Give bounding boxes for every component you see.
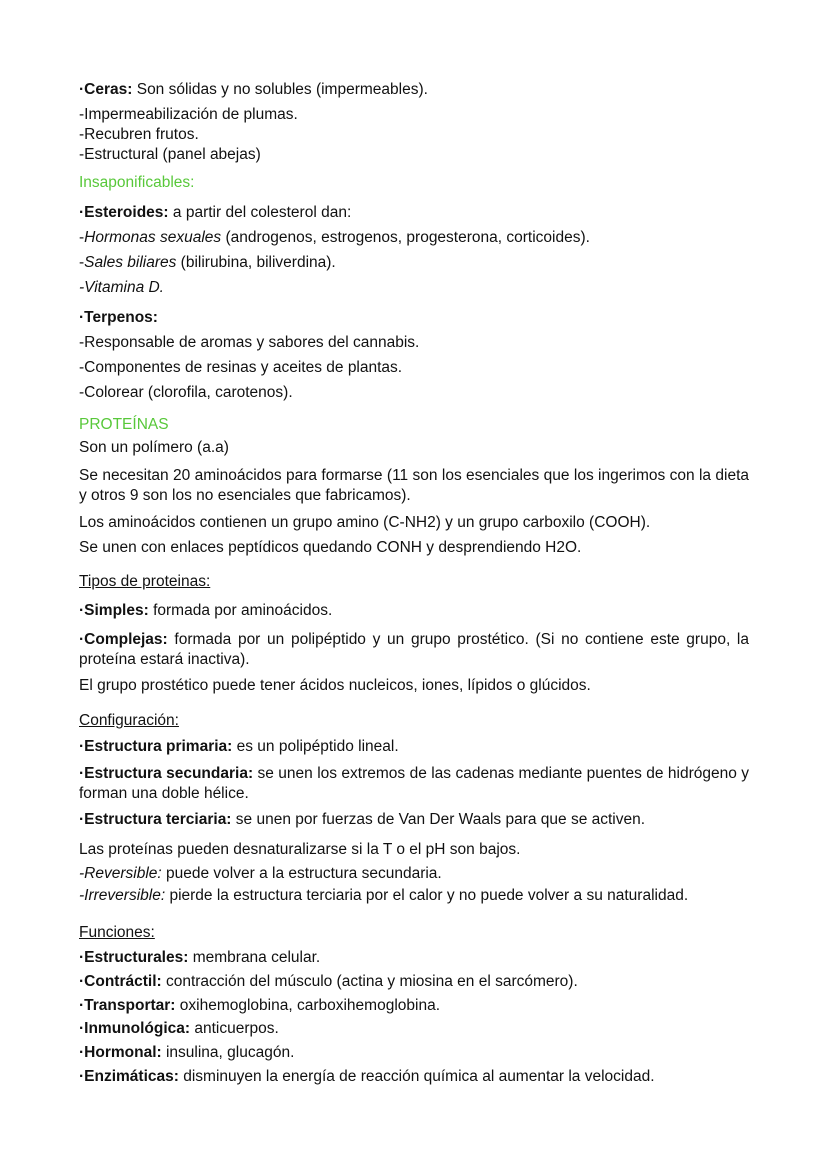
terciaria-title: ·Estructura terciaria:	[79, 811, 232, 828]
funciones-heading-text: Funciones:	[79, 924, 155, 941]
secundaria-desc: se unen los extremos de las cadenas mediante puentes de hidrógeno y forman una doble hélice.	[79, 765, 749, 802]
reversible-desc: puede volver a la estructura secundaria.	[161, 865, 442, 882]
funcion-item	[79, 996, 749, 1016]
sales-dash: -	[79, 254, 85, 271]
proteinas-p4: Se unen con enlaces peptídicos quedando CONH y desprendiendo H2O.	[79, 539, 582, 556]
hormonas-rest: (androgenos, estrogenos, progesterona, corticoides).	[221, 229, 590, 246]
funcion-item	[79, 948, 749, 968]
primaria-desc: es un polipéptido lineal.	[232, 738, 399, 755]
funcion-desc: anticuerpos.	[190, 1020, 279, 1037]
terpenos-item: -Componentes de resinas y aceites de plantas.	[79, 359, 403, 376]
proteinas-p2: Se necesitan 20 aminoácidos para formarse (11 son los esenciales que los ingerimos con la dieta y otros 9 son los no esenciales que fabricamos).	[79, 467, 749, 504]
tipos-complejas	[79, 630, 749, 670]
funcion-title: ·Inmunológica:	[79, 1020, 191, 1037]
funcion-desc: oxihemoglobina, carboxihemoglobina.	[175, 997, 440, 1014]
ceras-desc: Son sólidas y no solubles (impermeables).	[132, 81, 428, 98]
terpenos-item: -Colorear (clorofila, carotenos).	[79, 384, 293, 401]
terciaria-desc: se unen por fuerzas de Van Der Waals para que se activen.	[231, 811, 646, 828]
secundaria-title: ·Estructura secundaria:	[79, 765, 254, 782]
irreversible-em: -Irreversible:	[79, 887, 166, 904]
terpenos-item: -Responsable de aromas y sabores del cannabis.	[79, 334, 420, 351]
funcion-title: ·Enzimáticas:	[79, 1068, 179, 1085]
funcion-title: ·Contráctil:	[79, 973, 162, 990]
esteroides-title: ·Esteroides:	[79, 204, 169, 221]
esteroides-line	[79, 203, 749, 223]
esteroides-desc: a partir del colesterol dan:	[168, 204, 352, 221]
desnaturalizacion: Las proteínas pueden desnaturalizarse si la T o el pH son bajos.	[79, 841, 521, 858]
funcion-item	[79, 972, 749, 992]
ceras-line	[79, 80, 749, 100]
tipos-heading-text: Tipos de proteinas:	[79, 573, 211, 590]
terpenos-title: ·Terpenos:	[79, 309, 158, 326]
ceras-item: -Estructural (panel abejas)	[79, 146, 261, 163]
esteroides-hormonas	[79, 228, 749, 248]
funcion-desc: membrana celular.	[188, 949, 321, 966]
funcion-desc: insulina, glucagón.	[161, 1044, 295, 1061]
funciones-heading	[79, 923, 749, 943]
primaria-title: ·Estructura primaria:	[79, 738, 233, 755]
proteinas-p3: Los aminoácidos contienen un grupo amino (C-NH2) y un grupo carboxilo (COOH).	[79, 514, 651, 531]
complejas-desc: formada por un polipéptido y un grupo prostético. (Si no contiene este grupo, la proteína estará inactiva).	[79, 631, 749, 668]
proteinas-heading: PROTEÍNAS	[79, 416, 169, 433]
irreversible	[79, 886, 749, 906]
simples-desc: formada por aminoácidos.	[148, 602, 333, 619]
ceras-item: -Impermeabilización de plumas.	[79, 106, 298, 123]
ceras-item: -Recubren frutos.	[79, 126, 199, 143]
estructura-terciaria	[79, 810, 749, 830]
hormonas-em: Hormonas sexuales	[84, 229, 222, 246]
funcion-title: ·Estructurales:	[79, 949, 189, 966]
ceras-title: ·Ceras:	[79, 81, 133, 98]
simples-title: ·Simples:	[79, 602, 149, 619]
complejas-title: ·Complejas:	[79, 631, 168, 648]
funcion-desc: contracción del músculo (actina y miosina en el sarcómero).	[161, 973, 578, 990]
funcion-title: ·Transportar:	[79, 997, 176, 1014]
estructura-secundaria	[79, 764, 749, 804]
tipos-heading	[79, 572, 749, 592]
proteinas-p1: Son un polímero (a.a)	[79, 439, 229, 456]
esteroides-vitamina	[79, 278, 749, 298]
hormonas-dash: -	[79, 229, 85, 246]
funcion-title: ·Hormonal:	[79, 1044, 162, 1061]
configuracion-heading	[79, 711, 749, 731]
reversible-em: -Reversible:	[79, 865, 162, 882]
tipos-simples	[79, 601, 749, 621]
funcion-item	[79, 1019, 749, 1039]
sales-rest: (bilirubina, biliverdina).	[176, 254, 336, 271]
sales-em: Sales biliares	[84, 254, 177, 271]
tipos-grupo: El grupo prostético puede tener ácidos nucleicos, iones, lípidos o glúcidos.	[79, 677, 591, 694]
funcion-item	[79, 1067, 749, 1087]
esteroides-sales	[79, 253, 749, 273]
estructura-primaria	[79, 737, 749, 757]
funcion-desc: disminuyen la energía de reacción química al aumentar la velocidad.	[178, 1068, 655, 1085]
terpenos-line	[79, 308, 749, 328]
insaponificables-heading: Insaponificables:	[79, 174, 195, 191]
irreversible-desc: pierde la estructura terciaria por el calor y no puede volver a su naturalidad.	[165, 887, 689, 904]
configuracion-heading-text: Configuración:	[79, 712, 179, 729]
reversible	[79, 864, 749, 884]
vitamina-em: -Vitamina D.	[79, 279, 164, 296]
funcion-item	[79, 1043, 749, 1063]
